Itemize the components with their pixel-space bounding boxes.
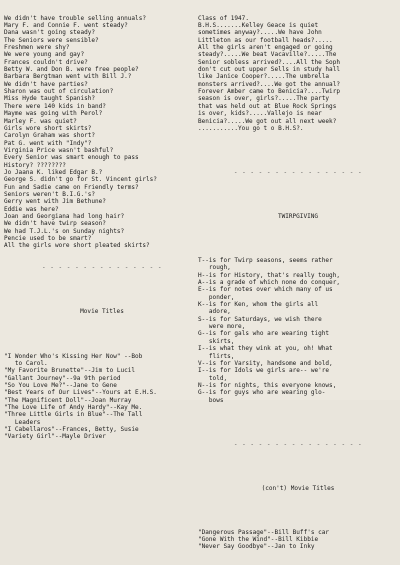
poem-line: adore,	[198, 308, 231, 316]
movie-title-line: "The Magnificent Doll"--Joan Murray	[4, 396, 132, 404]
text-line: Every Senior was smart enough to pass	[4, 154, 139, 162]
text-line: We didn't have parties?	[4, 80, 88, 88]
divider: - - - - - - - - - - - - - - - -	[233, 440, 363, 448]
text-line: Frances couldn't drive?	[4, 58, 88, 66]
movie-title-line: "Never Say Goodbye"--Jan to Inky	[198, 543, 315, 551]
text-line: Joan and Georgiana had long hair?	[4, 212, 125, 220]
text-line: Jo Jaana K. liked Edgar B.?	[4, 168, 103, 176]
poem-line: G--is for gals who are wearing tight	[198, 330, 330, 338]
poem-line: I--is for Idols we girls are-- we're	[198, 367, 330, 375]
movie-title-line: "Three Little Girls in Blue"--The Tall	[4, 411, 143, 419]
text-line: Mary F. and Connie F. went steady?	[4, 22, 128, 30]
text-line: season is over, girls?.....The party	[198, 95, 330, 103]
text-line: is over, kids?.....Vallejo is near	[198, 110, 322, 118]
movie-title-line: Leaders	[4, 418, 41, 426]
movie-title-line: "The Love Life of Andy Hardy"--Kay Me.	[4, 403, 143, 411]
text-line: We didn't have twirp season?	[4, 220, 106, 228]
text-line: Class of 1947.	[198, 14, 249, 22]
text-line: Dana wasn't going steady?	[4, 29, 96, 37]
text-line: We had T.J.L.'s on Sunday nights?	[4, 227, 125, 235]
movie-titles-continued-list	[198, 529, 398, 551]
text-line: Barbara Bergtman went with Bill J.?	[4, 73, 132, 81]
left-column	[4, 0, 200, 455]
text-line: Littleton as our football heads?.....	[198, 36, 333, 44]
poem-line: ponder,	[198, 293, 235, 301]
text-line: Betty W. and Don B. were free people?	[4, 66, 139, 74]
text-line: There were 140 kids in band?	[4, 102, 106, 110]
text-line: monsters arrived?....We got the annual?	[198, 80, 340, 88]
movie-title-line: "So You Love Me?"--Jane to Gene	[4, 381, 117, 389]
poem-line: K--is for Ken, whom the girls all	[198, 301, 319, 309]
poem-line: V--is for Varsity, handsome and bold,	[198, 359, 333, 367]
movie-title-line: "Gallant Journey"--9a 9th period	[4, 374, 121, 382]
text-line: B.H.S.......Kelley Geace is quiet	[198, 22, 319, 30]
text-line: Mayme was going with Perol?	[4, 110, 103, 118]
movie-title-line: "Gone With the Wind"--Bill Kibbie	[198, 536, 319, 544]
poem-line: E--is for notes over which many of us	[198, 286, 333, 294]
text-line: Freshmen were shy?	[4, 44, 70, 52]
text-line: We didn't have trouble selling annuals?	[4, 14, 146, 22]
text-line: Girls wore short skirts?	[4, 124, 92, 132]
text-line: Pat G. went with "Indy"?	[4, 139, 92, 147]
remember-continued	[198, 15, 398, 133]
twirpgiving-heading: TWIRPGIVING	[277, 212, 319, 220]
text-line: Sharon was out of circulation?	[4, 88, 114, 96]
text-line: Carolyn Graham was short?	[4, 132, 96, 140]
text-line: Eddie was here?	[4, 205, 59, 213]
poem-line: H--is for History, that's really tough,	[198, 271, 340, 279]
movie-titles-list	[4, 353, 200, 441]
text-line: Virginia Price wasn't bashful?	[4, 146, 114, 154]
poem-line: N--is for nights, this everyone knows,	[198, 381, 337, 389]
poem-line: skirts,	[198, 337, 235, 345]
movie-title-line: "Variety Girl"--Mayle Driver	[4, 433, 106, 441]
poem-line: A--is a grade of which none do conquer,	[198, 279, 340, 287]
poem-line: S--is for Saturdays, we wish there	[198, 315, 322, 323]
divider: - - - - - - - - - - - - - - -	[41, 264, 163, 272]
text-line: Pencie used to be smart?	[4, 235, 92, 242]
movie-titles-heading: Movie Titles	[80, 308, 124, 316]
text-line: Benicia?.....We got out all next week?	[198, 117, 337, 125]
movie-title-line: "Best Years of Our Lives"--Yours at E.H.S.	[4, 389, 157, 397]
text-line: History? ????????	[4, 161, 66, 169]
poem-line: rough,	[198, 264, 231, 272]
text-line: All the girls wore short pleated skirts?	[4, 242, 150, 250]
text-line: Marley F. was quiet?	[4, 117, 77, 125]
text-line: Forever Amber came to Benicia?....Twirp	[198, 88, 340, 96]
text-line: The Seniors were sensible?	[4, 36, 99, 44]
poem-line: flirts,	[198, 352, 235, 360]
remember-list	[4, 15, 200, 250]
text-line: We were young and gay?	[4, 51, 85, 59]
poem-line: I--is what they wink at you, oh! What	[198, 345, 333, 353]
twirpgiving-poem	[198, 257, 398, 404]
text-line: ...........You go t o B.H.S?.	[198, 124, 304, 132]
right-column	[198, 0, 398, 565]
poem-line: were more,	[198, 323, 246, 331]
poem-line: told,	[198, 374, 228, 382]
text-line: Fun and Sadie came on Friendly terms?	[4, 183, 139, 191]
movie-title-line: "I Cabellaros"--Frances, Betty, Susie	[4, 425, 139, 433]
text-line: Gerry went with Jim Bethune?	[4, 198, 106, 206]
movie-title-line: "I Wonder Who's Kissing Her Now" --Bob	[4, 352, 143, 360]
text-line: sometimes anyway?.....We have John	[198, 29, 322, 37]
movie-title-line: to Carol.	[4, 359, 48, 367]
text-line: Senior sobless arrived?....All the Soph	[198, 58, 340, 66]
text-line: like Janice Cooper?.....The umbrella	[198, 73, 330, 81]
movie-title-line: "Dangerous Passage"--Bill Buff's car	[198, 528, 330, 536]
divider: - - - - - - - - - - - - - - - -	[233, 168, 363, 176]
text-line: don't cut out upper Sells in study hall	[198, 66, 340, 74]
text-line: Miss Hyde taught Spanish?	[4, 95, 96, 103]
movie-title-line: "My Favorite Brunette"--Jim to Lucil	[4, 367, 136, 375]
movie-titles-continued-heading: (con't) Movie Titles	[261, 484, 335, 492]
text-line: that was held out at Blue Rock Springs	[198, 102, 337, 110]
text-line: Seniors weren't B.I.G.'s?	[4, 190, 96, 198]
poem-line: T--is for Twirp seasons, seems rather	[198, 257, 333, 265]
text-line: George S. didn't go for St. Vincent girls?	[4, 176, 157, 184]
poem-line: G--is for guys who are wearing glo-	[198, 389, 326, 397]
text-line: steady?.....We beat Vacaville?.....The	[198, 51, 337, 59]
poem-line: bows	[198, 396, 224, 404]
text-line: All the girls aren't engaged or going	[198, 44, 333, 52]
